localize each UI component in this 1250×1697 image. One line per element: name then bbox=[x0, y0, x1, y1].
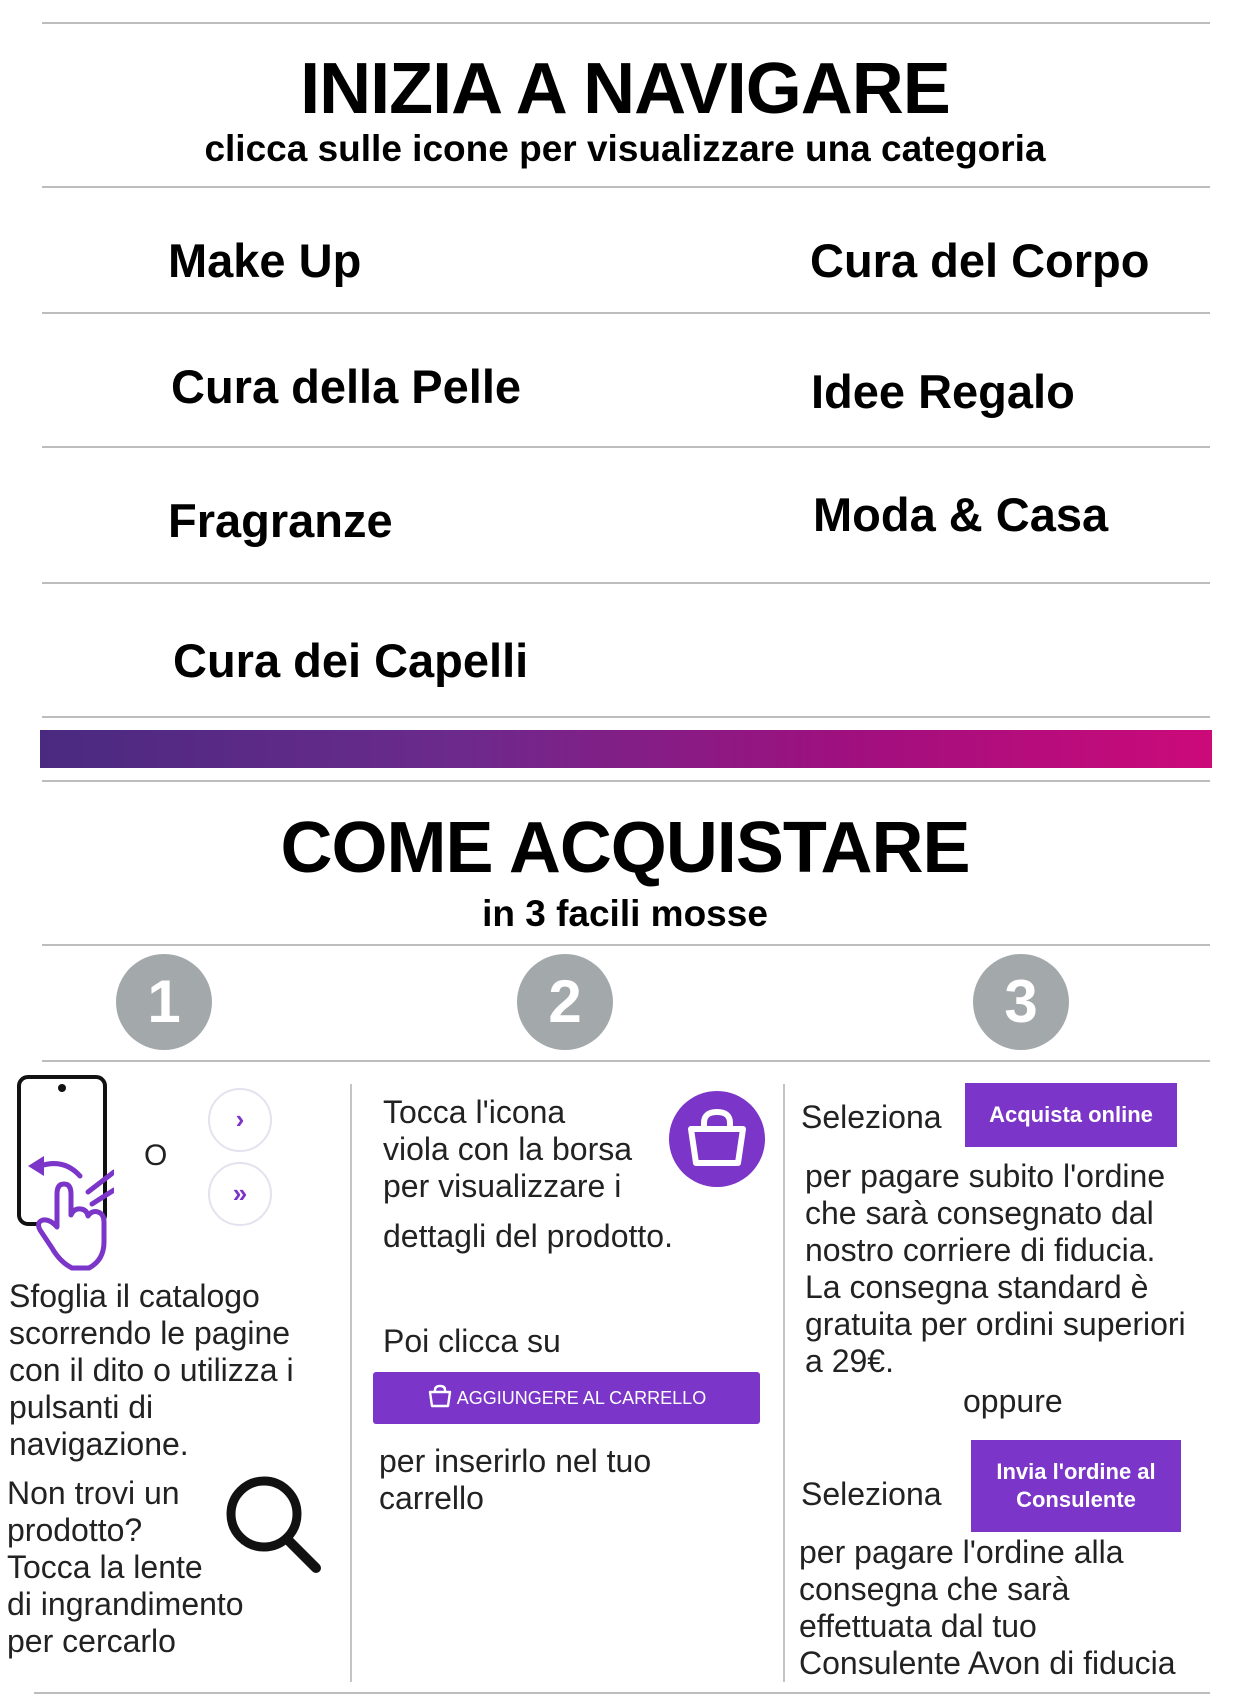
bottom-divider bbox=[34, 1692, 1210, 1694]
divider bbox=[42, 1060, 1210, 1062]
divider bbox=[42, 716, 1210, 718]
bag-icon bbox=[427, 1384, 453, 1408]
search-hint-text: Non trovi un prodotto? Tocca la lente di ingrandimento per cercarlo bbox=[7, 1475, 244, 1659]
top-divider bbox=[42, 22, 1210, 24]
divider bbox=[42, 582, 1210, 584]
navigate-title: INIZIA A NAVIGARE bbox=[300, 49, 950, 129]
category-fragranze[interactable]: Fragranze bbox=[168, 494, 393, 547]
magnifier-icon[interactable] bbox=[220, 1472, 324, 1576]
step-1-badge: 1 bbox=[116, 954, 212, 1050]
step-2-text-b: dettagli del prodotto. bbox=[383, 1218, 673, 1254]
divider bbox=[42, 186, 1210, 188]
step-2-badge: 2 bbox=[517, 954, 613, 1050]
category-cura-dei-capelli[interactable]: Cura dei Capelli bbox=[173, 634, 529, 687]
category-cura-della-pelle[interactable]: Cura della Pelle bbox=[171, 360, 522, 413]
buy-title: COME ACQUISTARE bbox=[280, 808, 970, 888]
step-2-text-a: Tocca l'icona viola con la borsa per visualizzare i bbox=[383, 1094, 633, 1204]
add-to-cart-button[interactable] bbox=[373, 1372, 760, 1424]
step-2-text-d: per inserirlo nel tuo carrello bbox=[379, 1443, 652, 1516]
buy-online-button[interactable]: Acquista online bbox=[965, 1083, 1177, 1147]
divider bbox=[42, 312, 1210, 314]
select-label: Seleziona bbox=[801, 1099, 942, 1135]
category-idee-regalo[interactable]: Idee Regalo bbox=[811, 365, 1075, 418]
select-label-2: Seleziona bbox=[801, 1476, 942, 1512]
step-2-text-c: Poi clicca su bbox=[383, 1323, 561, 1359]
category-make-up[interactable]: Make Up bbox=[168, 234, 362, 287]
last-page-icon[interactable]: » bbox=[208, 1162, 272, 1226]
column-divider bbox=[350, 1084, 352, 1682]
buy-subtitle: in 3 facili mosse bbox=[482, 893, 768, 934]
add-to-cart-label: AGGIUNGERE AL CARRELLO bbox=[456, 1388, 707, 1408]
column-divider bbox=[783, 1084, 785, 1682]
or-text: oppure bbox=[963, 1383, 1063, 1419]
step-3-badge: 3 bbox=[973, 954, 1069, 1050]
shopping-bag-icon[interactable] bbox=[668, 1090, 766, 1188]
next-page-icon[interactable]: › bbox=[208, 1088, 272, 1152]
send-to-consultant-label: Invia l'ordine al Consulente bbox=[996, 1459, 1156, 1512]
divider bbox=[42, 446, 1210, 448]
step-1-text: Sfoglia il catalogo scorrendo le pagine con il dito o utilizza i pulsanti di navigazione. bbox=[9, 1278, 294, 1462]
category-cura-del-corpo[interactable]: Cura del Corpo bbox=[810, 234, 1150, 287]
consultant-description: per pagare l'ordine alla consegna che sarà effettuata dal tuo Consulente Avon di fiducia bbox=[799, 1534, 1176, 1681]
navigate-subtitle: clicca sulle icone per visualizzare una categoria bbox=[204, 128, 1046, 169]
divider bbox=[42, 944, 1210, 946]
online-description: per pagare subito l'ordine che sarà consegnato dal nostro corriere di fiducia. La consegna standard è gratuita per ordini superiori a 29€. bbox=[805, 1158, 1186, 1379]
phone-swipe-icon bbox=[14, 1072, 114, 1282]
send-to-consultant-button[interactable] bbox=[971, 1440, 1181, 1532]
category-moda-casa[interactable]: Moda & Casa bbox=[813, 488, 1109, 541]
or-label: O bbox=[144, 1139, 168, 1172]
divider bbox=[42, 780, 1210, 782]
gradient-banner bbox=[40, 730, 1212, 768]
